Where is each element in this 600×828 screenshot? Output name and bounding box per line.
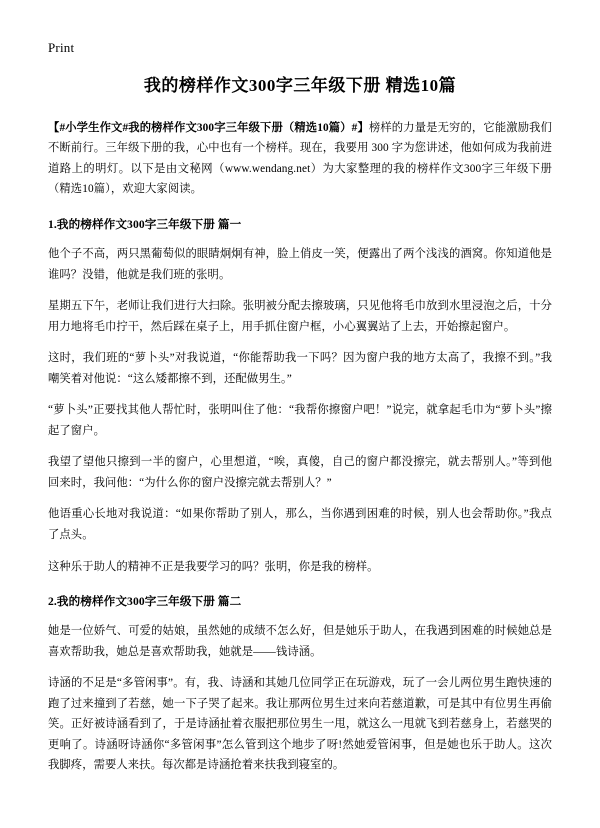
section-heading-2: 2.我的榜样作文300字三年级下册 篇二: [48, 595, 242, 609]
lead-paragraph: [48, 118, 552, 200]
section-1-paragraph-2: 星期五下午，老师让我们进行大扫除。张明被分配去擦玻璃，只见他将毛巾放到水里浸泡之后，十分用力地将毛巾拧干，然后踩在桌子上，用手抓住窗户框，小心翼翼站了上去，开始擦起窗户。: [48, 300, 552, 333]
lead-bold-1: 【#小学生作文#: [48, 121, 129, 134]
section-1-paragraph-4: “萝卜头”正要找其他人帮忙时，张明叫住了他：“我帮你擦窗户吧！”说完，就拿起毛巾为“萝卜头”擦起了窗户。: [48, 404, 552, 437]
section-1-paragraph-5: 我望了望他只擦到一半的窗户，心里想道，“唉，真傻，自己的窗户都没擦完，就去帮别人。”等到他回来时，我问他：“为什么你的窗户没擦完就去帮别人？”: [48, 456, 552, 489]
section-2-paragraph-1: 她是一位娇气、可爱的姑娘，虽然她的成绩不怎么好，但是她乐于助人，在我遇到困难的时候她总是喜欢帮助我，她总是喜欢帮助我，她就是——钱诗涵。: [48, 625, 552, 658]
section-1-paragraph-1: 他个子不高，两只黑葡萄似的眼睛炯炯有神，脸上俏皮一笑，便露出了两个浅浅的酒窝。你知道他是谁吗？没错，他就是我们班的张明。: [48, 247, 552, 281]
section-1-paragraph-6: 他语重心长地对我说道：“如果你帮助了别人，那么，当你遇到困难的时候，别人也会帮助你。”我点了点头。: [48, 508, 552, 541]
section-2-paragraph-2: 诗涵的不足是“多管闲事”。有，我、诗涵和其她几位同学正在玩游戏，玩了一会儿两位男生跑快速的跑了过来撞到了若慈，她一下子哭了起来。我让那两位男生过来向若慈道歉，可是其中有位男生再偷笑。正好被诗涵看到了，于是诗涵扯着衣服把那位男生一甩，就这么一甩就飞到若慈身上，若慈哭的更响了。诗涵呀诗涵你“多管闲事”怎么管到这个地步了呀!然她爱管闲事，但是她也乐于助人。这次我脚疼，需要人来扶。每次都是诗涵抢着来扶我到寝室的。: [48, 677, 552, 772]
section-1-paragraph-3: 这时，我们班的“萝卜头”对我说道，“你能帮助我一下吗？因为窗户我的地方太高了，我擦不到。”我嘲笑着对他说：“这么矮都擦不到，还配做男生。”: [48, 352, 552, 385]
section-1-paragraph-7: 这种乐于助人的精神不正是我要学习的吗？张明，你是我的榜样。: [48, 560, 379, 573]
page-title: 我的榜样作文300字三年级下册 精选10篇: [143, 76, 457, 95]
lead-bold-2: 我的榜样作文300字三年级下册（精选10篇）#】: [128, 121, 369, 134]
lead-body: 榜样的力量是无穷的，它能激励我们不断前行。三年级下册的我，心中也有一个榜样。现在，我要用 300 字为您讲述，他如何成为我前进道路上的明灯。以下是由文秘网（www.wendang.net）为大家整理的我的榜样作文300字三年级下册（精选10篇），欢迎大家阅读。: [48, 121, 552, 196]
section-heading-1: 1.我的榜样作文300字三年级下册 篇一: [48, 217, 242, 231]
print-link[interactable]: Print: [48, 40, 75, 55]
